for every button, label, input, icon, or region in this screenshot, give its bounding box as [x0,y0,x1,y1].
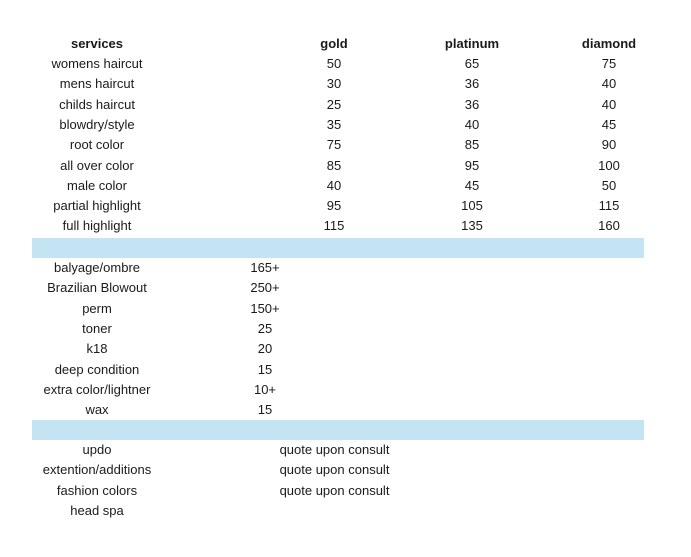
service-name: deep condition [54,361,140,377]
table-row [0,135,691,155]
service-price: 150+ [250,300,280,316]
service-name: extra color/lightner [43,381,151,397]
service-name: wax [85,402,109,418]
service-name: perm [82,300,112,316]
consult-note: quote upon consult [279,482,390,498]
table-row [0,460,691,480]
platinum-price: 135 [461,218,483,234]
table-row [0,299,691,319]
gold-price: 115 [323,218,345,234]
service-price: 165+ [250,260,280,275]
table-row [0,74,691,94]
service-price: 20 [257,341,273,357]
diamond-price: 160 [598,218,620,234]
consult-note: quote upon consult [279,442,390,457]
header-gold: gold [320,36,348,51]
platinum-price: 65 [464,56,480,71]
gold-price: 75 [326,137,342,153]
gold-price: 25 [326,96,342,112]
table-row [0,258,691,278]
platinum-price: 105 [461,198,483,214]
service-name: childs haircut [59,96,135,112]
table-row [0,440,691,460]
platinum-price: 95 [464,157,480,173]
platinum-price: 45 [464,177,480,193]
gold-price: 30 [326,76,342,92]
table-row [0,339,691,359]
table-row [0,196,691,216]
table-row [0,481,691,501]
service-name: extention/additions [42,462,152,478]
table-row [0,95,691,115]
service-price: 25 [257,320,273,336]
diamond-price: 45 [601,116,617,132]
header-platinum: platinum [444,36,500,51]
platinum-price: 36 [464,96,480,112]
gold-price: 35 [326,116,342,132]
service-name: womens haircut [51,56,143,71]
table-row [0,360,691,380]
service-name: head spa [70,502,124,518]
service-name: updo [82,442,112,457]
service-name: mens haircut [59,76,135,92]
gold-price: 95 [326,198,342,214]
header-row [0,34,691,54]
service-price: 15 [257,402,273,418]
service-name: root color [69,137,125,153]
table-row [0,156,691,176]
service-price: 15 [257,361,273,377]
service-name: male color [67,177,127,193]
service-price: 250+ [250,280,280,296]
section-divider [32,420,644,440]
table-row [0,400,691,420]
consult-note: quote upon consult [279,462,390,478]
service-name: all over color [60,157,134,173]
table-row [0,319,691,339]
section-divider [32,238,644,258]
diamond-price: 40 [601,96,617,112]
service-name: balyage/ombre [54,260,140,275]
service-name: blowdry/style [59,116,135,132]
platinum-price: 36 [464,76,480,92]
gold-price: 40 [326,177,342,193]
table-row [0,54,691,74]
service-price: 10+ [253,381,277,397]
table-row [0,501,691,521]
diamond-price: 50 [601,177,617,193]
table-row [0,176,691,196]
diamond-price: 100 [598,157,620,173]
gold-price: 50 [326,56,342,71]
diamond-price: 75 [601,56,617,71]
diamond-price: 40 [601,76,617,92]
table-row [0,115,691,135]
consult-note [262,501,407,521]
service-name: partial highlight [53,198,141,214]
gold-price: 85 [326,157,342,173]
header-services: services [70,36,124,51]
service-name: full highlight [62,218,132,234]
platinum-price: 85 [464,137,480,153]
diamond-price: 115 [598,198,620,214]
table-row [0,380,691,400]
table-row [0,278,691,298]
service-name: k18 [86,341,108,357]
service-name: toner [82,320,112,336]
diamond-price: 90 [601,137,617,153]
service-name: Brazilian Blowout [47,280,147,296]
table-row [0,216,691,236]
header-diamond: diamond [581,36,637,51]
platinum-price: 40 [464,116,480,132]
service-name: fashion colors [56,482,138,498]
